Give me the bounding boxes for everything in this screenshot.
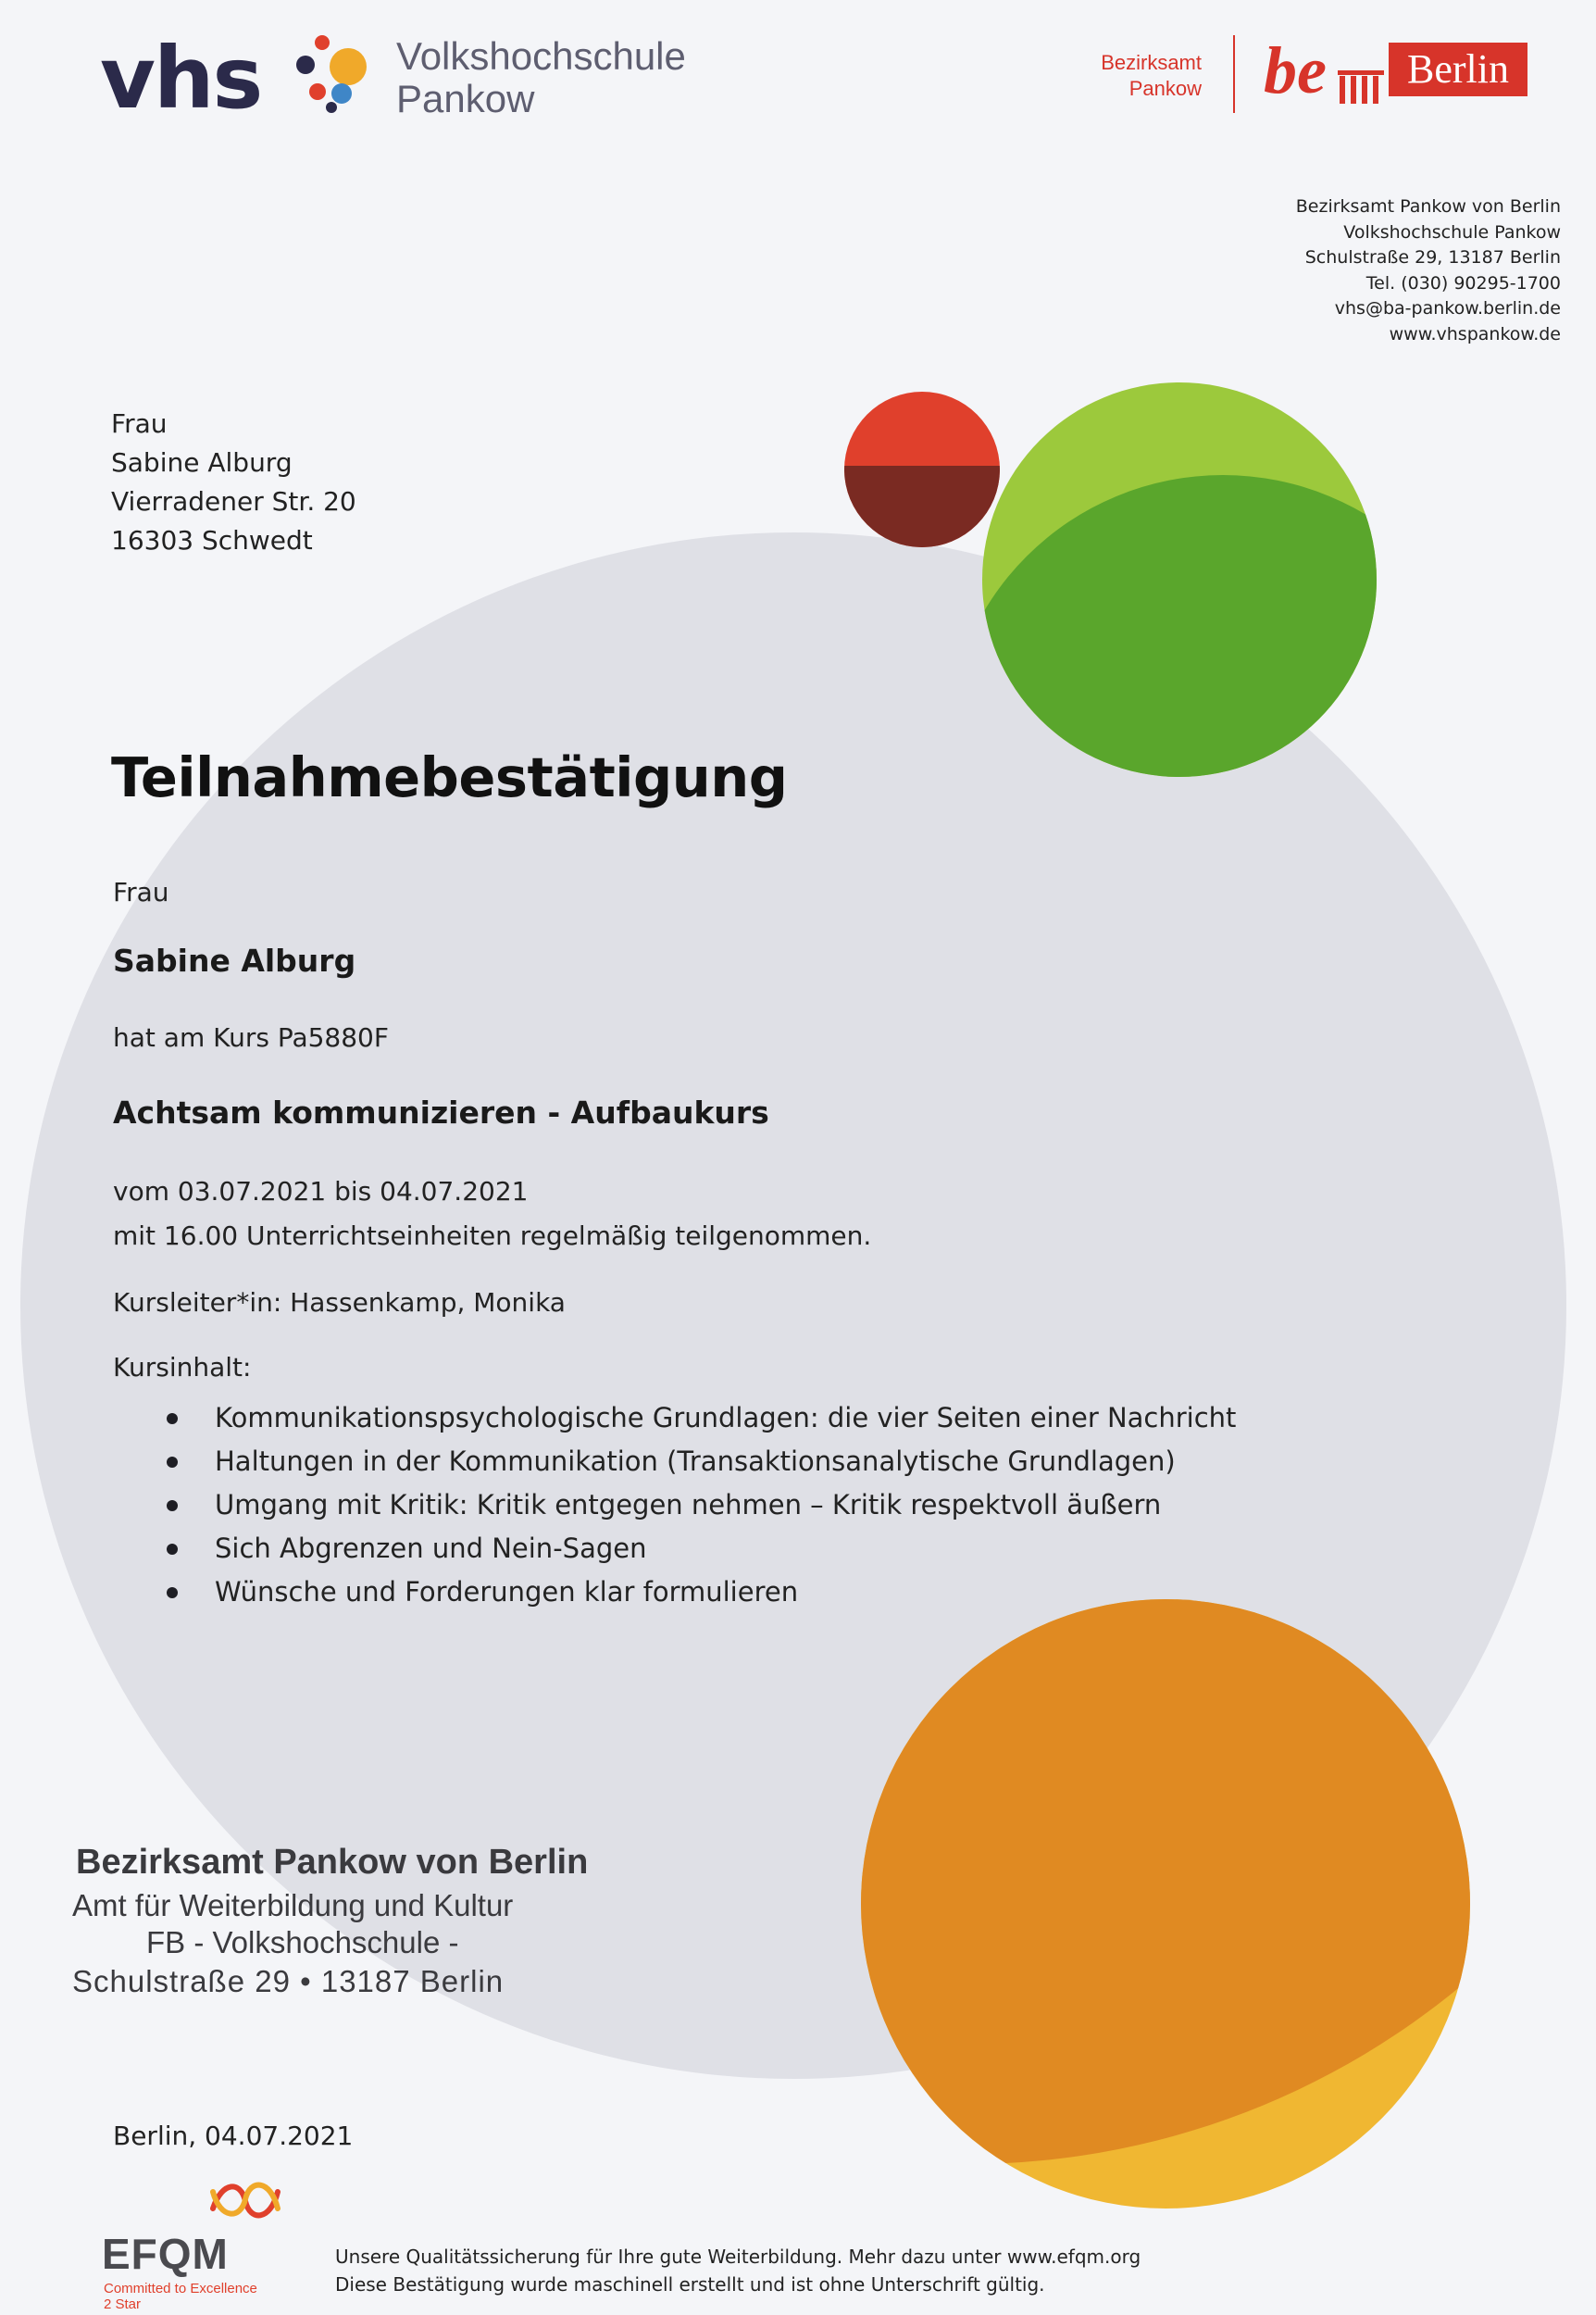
stamp-line: Schulstraße 29 • 13187 Berlin [72,1964,505,1998]
district-label [1092,50,1202,102]
bullet-icon [167,1500,178,1511]
list-item-text: Wünsche und Forderungen klar formulieren [215,1576,799,1608]
stamp-line: Bezirksamt Pankow von Berlin [76,1843,589,1882]
orange-decor-circle [861,1599,1470,2209]
list-item [157,1483,1236,1527]
vhs-logo [100,28,359,130]
bullet-icon [167,1587,178,1598]
be-berlin-mark: be [1264,33,1327,107]
sender-line: Bezirksamt Pankow von Berlin [1295,196,1561,217]
list-item-text: Umgang mit Kritik: Kritik entgegen nehmen – Kritik respektvoll äußern [215,1489,1162,1520]
course-content-label: Kursinhalt: [113,1352,252,1383]
red-decor-circle [844,392,1000,547]
efqm-commitment [104,2281,257,2312]
list-item [157,1440,1236,1483]
course-content-list [157,1396,1236,1614]
logo-bubble-icon [315,35,330,50]
recipient-line: 16303 Schwedt [111,525,313,556]
institution-name [396,35,686,120]
logo-bubble-icon [331,83,352,104]
sender-line: Tel. (030) 90295-1700 [1365,272,1561,294]
official-stamp [72,1843,588,1999]
recipient-line: Vierradener Str. 20 [111,486,356,517]
participant-name: Sabine Alburg [113,943,356,979]
stamp-line: FB - Volkshochschule - [146,1925,459,1959]
efqm-infinity-icon [204,2171,287,2227]
recipient-address [111,405,356,560]
logo-bubble-icon [296,56,315,74]
district-label-line2: Pankow [1128,77,1202,100]
logo-bubble-icon [309,83,326,100]
course-number-line: hat am Kurs Pa5880F [113,1022,389,1053]
green-decor-circle [982,382,1377,777]
efqm-wordmark: EFQM [102,2230,229,2278]
list-item [157,1570,1236,1614]
list-item [157,1527,1236,1570]
recipient-line: Sabine Alburg [111,447,293,478]
institution-name-line1: Volkshochschule [396,34,686,78]
bullet-icon [167,1457,178,1468]
course-instructor: Kursleiter*in: Hassenkamp, Monika [113,1287,566,1318]
list-item [157,1396,1236,1440]
vhs-logo-text: vhs [100,29,262,128]
sender-address [1296,194,1561,347]
course-units: mit 16.00 Unterrichtseinheiten regelmäßig teilgenommen. [113,1220,872,1251]
footer-note [335,2243,1141,2298]
logo-bubble-icon [330,48,367,85]
footer-line: Diese Bestätigung wurde maschinell erstellt und ist ohne Unterschrift gültig. [335,2273,1045,2296]
district-label-line1: Bezirksamt [1101,51,1202,74]
efqm-commitment-line1: Committed to Excellence [104,2281,257,2296]
bullet-icon [167,1544,178,1555]
footer-line: Unsere Qualitätssicherung für Ihre gute Weiterbildung. Mehr dazu unter www.efqm.org [335,2246,1141,2268]
efqm-commitment-line2: 2 Star [104,2296,142,2312]
stamp-line: Amt für Weiterbildung und Kultur [72,1888,514,1922]
list-item-text: Kommunikationspsychologische Grundlagen: die vier Seiten einer Nachricht [215,1402,1237,1433]
sender-line: Schulstraße 29, 13187 Berlin [1304,247,1561,268]
course-date-range: vom 03.07.2021 bis 04.07.2021 [113,1176,529,1207]
header-divider [1233,35,1235,113]
berlin-label: Berlin [1389,43,1527,96]
document-title: Teilnahmebestätigung [111,745,788,809]
recipient-line: Frau [111,408,168,439]
place-and-date: Berlin, 04.07.2021 [113,2121,354,2151]
bullet-icon [167,1413,178,1424]
list-item-text: Haltungen in der Kommunikation (Transaktionsanalytische Grundlagen) [215,1445,1176,1477]
sender-website: www.vhspankow.de [1389,323,1561,344]
salutation: Frau [113,877,169,907]
logo-bubble-icon [326,102,337,113]
course-title: Achtsam kommunizieren - Aufbaukurs [113,1095,769,1131]
efqm-logo [102,2162,296,2310]
institution-name-line2: Pankow [396,77,535,120]
brandenburg-gate-icon [1338,63,1393,104]
sender-line: Volkshochschule Pankow [1343,221,1561,243]
list-item-text: Sich Abgrenzen und Nein-Sagen [215,1533,647,1564]
sender-email: vhs@ba-pankow.berlin.de [1334,298,1561,319]
